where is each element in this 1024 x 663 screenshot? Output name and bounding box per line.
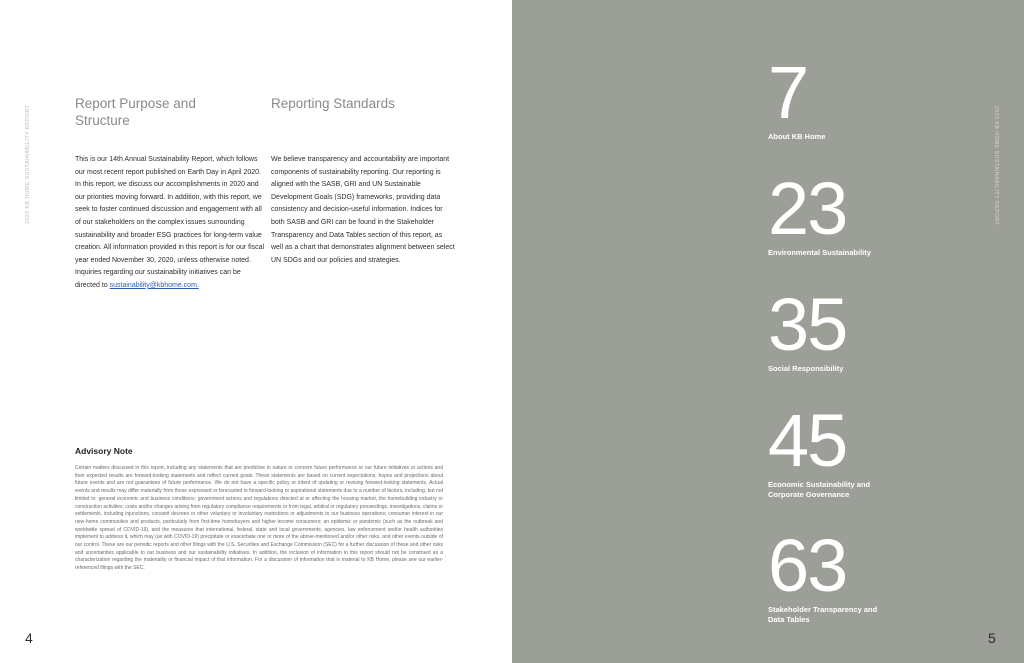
toc-label: Social Responsibility	[768, 364, 844, 373]
reporting-standards-paragraph: We believe transparency and accountability are important components of sustainability reporting. Our reporting is aligned with the SASB, GRI and UN Sustainable Development Goals (SDG) frameworks, providing data consistency and decision-useful information. Indices for both SASB and GRI can be found in the Stakeholder Transparency and Data Tables section of this report, as well as a chart that demonstrates alignment between select UN SDGs and our policies and strategies.	[271, 156, 455, 264]
toc-item-social[interactable]	[768, 283, 847, 374]
advisory-note-title: Advisory Note	[75, 446, 133, 456]
toc-label: Stakeholder Transparency and Data Tables	[768, 605, 878, 624]
side-running-title: 2020 KB HOME SUSTAINABILITY REPORT	[25, 104, 31, 224]
page-number-right: 5	[988, 630, 996, 646]
advisory-note-text: Certain matters discussed in this report, including any statements that are predictive in nature or concern future performance or our future initiatives or actions and their expected results are forward-looking statements and reflect current goals. These statements are based on current expectations, hopes and projections about future events and are not guarantees of future performance. We do not have a specific policy or intent of updating or revising forward-looking statements. Actual events and results may differ materially from those expressed or forecasted in forward-looking or aspirational statements due to a number of factors, including, but not limited to: general economic and business conditions; government actions and regulations directed at or affecting the housing market, the homebuilding industry or construction activities; costs and/or changes arising from regulatory compliance requirements or from legal, arbitral or regulatory proceedings, investigations, claims or settlements, including injunctions, consent decrees or other voluntary or involuntary restrictions or adjustments to our business operations; consumer interest in our new-home communities and products, particularly from first-time homebuyers and higher-income consumers; an epidemic or pandemic (such as the outbreak and worldwide spread of COVID-19), and the measures that international, federal, state and local governments, agencies, law enforcement and/or health authorities implement to address it, which may (as with COVID-19) precipitate or exacerbate one or more of the above-mentioned and/or other risks, and other events outside of our control. These are our periodic reports and other filings with the U.S. Securities and Exchange Commission (SEC) for a further discussion of these and other risks and uncertainties applicable to our business and our sustainability initiatives. In addition, the inclusion of information in this report should not be construed as a characterization regarding the materiality or financial impact of that information. For a discussion of information that is material to KB Home, please see our earlier-referenced filings with the SEC.	[75, 465, 443, 572]
toc-page-number: 23	[768, 167, 847, 250]
toc-item-environmental[interactable]	[768, 167, 871, 258]
toc-page-number: 7	[768, 51, 808, 134]
report-purpose-text: This is our 14th Annual Sustainability Report, which follows our most recent report published on Earth Day in April 2020. In this report, we discuss our accomplishments in 2020 and our priorities moving forward. In addition, with this report, we seek to foster continued discussion and engagement with all of our stakeholders on the complex issues surrounding sustainability and broader ESG practices for long-term value creation. All information provided in this report is for our fiscal year ended November 30, 2020, unless otherwise noted. Inquiries regarding our sustainability initiatives can be directed to	[75, 156, 265, 289]
side-running-title-right: 2020 KB HOME SUSTAINABILITY REPORT	[993, 106, 999, 226]
toc-page-number: 35	[768, 283, 847, 366]
report-purpose-paragraph	[75, 154, 265, 293]
toc-page-number: 45	[768, 399, 847, 482]
toc-label: About KB Home	[768, 132, 826, 141]
sustainability-email-link[interactable]: sustainability@kbhome.com.	[109, 281, 199, 289]
page-number-left: 4	[25, 630, 33, 646]
toc-item-economic[interactable]	[768, 399, 888, 500]
toc-item-about[interactable]	[768, 51, 826, 142]
section-title-report-purpose: Report Purpose and Structure	[75, 96, 196, 128]
toc-page-number: 63	[768, 524, 847, 607]
section-title-reporting-standards: Reporting Standards	[271, 96, 395, 111]
toc-label: Economic Sustainability and Corporate Governance	[768, 480, 871, 499]
toc-label: Environmental Sustainability	[768, 248, 871, 257]
toc-item-stakeholder[interactable]	[768, 524, 878, 625]
